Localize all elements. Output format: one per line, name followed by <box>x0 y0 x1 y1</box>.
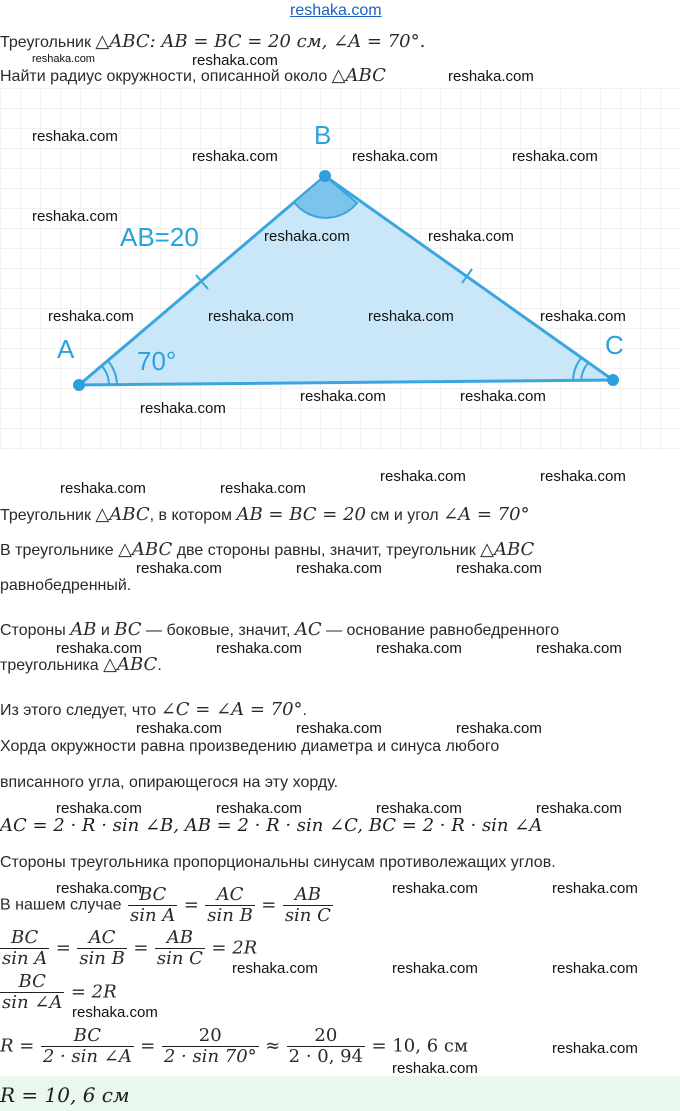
numerator-ac: AC <box>205 885 255 906</box>
problem-question: Найти радиус окружности, описанной около <box>0 68 332 85</box>
watermark: reshaka.com <box>32 208 118 225</box>
equals-sign-5: = <box>140 1035 156 1057</box>
s1-triangle: △ABC <box>95 504 150 525</box>
watermark: reshaka.com <box>192 148 278 165</box>
denominator-sinc-2: sin C <box>156 948 203 969</box>
fraction-ab-sinc <box>283 885 333 926</box>
r-den-2: 2 · sin 70° <box>163 1046 257 1067</box>
s4-text: Стороны <box>0 622 71 639</box>
watermark: reshaka.com <box>376 800 462 817</box>
watermark: reshaka.com <box>56 880 142 897</box>
s4-text-2: — боковые, значит, <box>141 622 295 639</box>
point-a <box>73 379 85 391</box>
solution-line-6 <box>0 700 307 721</box>
equals-sign-4: = <box>133 937 149 959</box>
problem-text: Треугольник <box>0 34 96 51</box>
watermark: reshaka.com <box>552 880 638 897</box>
watermark: reshaka.com <box>32 53 95 65</box>
watermark: reshaka.com <box>552 960 638 977</box>
problem-triangle: △ABC <box>95 31 150 52</box>
s1-text-3: см и угол <box>365 507 444 524</box>
site-link[interactable]: reshaka.com <box>290 2 382 19</box>
fraction-ac-sinb-2 <box>77 928 127 969</box>
s1-equality: AB = BC = 20 <box>236 504 366 525</box>
watermark: reshaka.com <box>56 800 142 817</box>
fraction-bc-sina-2 <box>0 928 49 969</box>
denominator-sina: sin A <box>129 905 176 926</box>
numerator-bc-2: BC <box>0 928 49 949</box>
watermark: reshaka.com <box>32 128 118 145</box>
fraction-20-2sin70 <box>162 1026 259 1067</box>
numerator-ab: AB <box>283 885 333 906</box>
equals-2r: = 2R <box>211 937 258 959</box>
watermark: reshaka.com <box>392 1060 478 1077</box>
s1-text-2: , в котором <box>149 507 237 524</box>
answer-text: R = 10, 6 см <box>0 1083 130 1107</box>
numerator-bc-3: BC <box>0 972 64 993</box>
r-num-2: 20 <box>162 1026 259 1047</box>
watermark: reshaka.com <box>216 640 302 657</box>
watermark: reshaka.com <box>460 388 546 405</box>
denominator-sinb-2: sin B <box>79 948 125 969</box>
equals-sign: = <box>183 894 199 916</box>
r-den-3: 2 · 0, 94 <box>288 1046 364 1067</box>
watermark: reshaka.com <box>428 228 514 245</box>
watermark: reshaka.com <box>232 960 318 977</box>
problem-condition: : AB = BC = 20 см, ∠A = 70°. <box>149 31 426 52</box>
problem-line-1 <box>0 32 425 53</box>
s5-dot: . <box>157 657 162 674</box>
watermark: reshaka.com <box>456 560 542 577</box>
r-num-1: BC <box>41 1026 134 1047</box>
fraction-ab-sinc-2 <box>155 928 205 969</box>
watermark: reshaka.com <box>136 560 222 577</box>
solution-line-3: равнобедренный. <box>0 577 132 594</box>
watermark: reshaka.com <box>536 800 622 817</box>
watermark: reshaka.com <box>536 640 622 657</box>
solution-line-7: Хорда окружности равна произведению диаметра и синуса любого <box>0 738 500 755</box>
solution-line-2 <box>0 540 534 561</box>
s11-text: В нашем случае <box>0 896 126 914</box>
watermark: reshaka.com <box>456 720 542 737</box>
watermark: reshaka.com <box>448 68 534 85</box>
sine-law-line <box>0 885 335 926</box>
r-den-1: 2 · sin ∠A <box>42 1046 132 1067</box>
approx-sign: ≈ <box>265 1035 281 1057</box>
watermark: reshaka.com <box>368 308 454 325</box>
solution-line-1 <box>0 505 530 526</box>
watermark: reshaka.com <box>380 468 466 485</box>
point-c <box>607 374 619 386</box>
fraction-20-2x094 <box>287 1026 365 1067</box>
problem-line-2 <box>0 66 386 87</box>
watermark: reshaka.com <box>48 308 134 325</box>
r-num-3: 20 <box>287 1026 365 1047</box>
s4-text-3: — основание равнобедренного <box>321 622 560 639</box>
watermark: reshaka.com <box>392 880 478 897</box>
solution-line-5 <box>0 655 162 676</box>
watermark: reshaka.com <box>72 1004 158 1021</box>
watermark: reshaka.com <box>56 640 142 657</box>
label-c: C <box>605 330 624 360</box>
numerator-ac-2: AC <box>77 928 127 949</box>
watermark: reshaka.com <box>540 308 626 325</box>
label-ab-length: AB=20 <box>120 222 199 252</box>
watermark: reshaka.com <box>552 1040 638 1057</box>
watermark: reshaka.com <box>192 52 278 69</box>
problem-question-triangle: △ABC <box>331 65 386 86</box>
point-b <box>319 170 331 182</box>
watermark: reshaka.com <box>136 720 222 737</box>
s1-text: Треугольник <box>0 507 96 524</box>
s2-triangle: △ABC <box>118 539 173 560</box>
watermark: reshaka.com <box>60 480 146 497</box>
watermark: reshaka.com <box>296 560 382 577</box>
watermark: reshaka.com <box>208 308 294 325</box>
denominator-sina-2: sin A <box>2 948 48 969</box>
watermark: reshaka.com <box>220 480 306 497</box>
s1-angle: ∠A = 70° <box>443 504 530 525</box>
equals-sign-3: = <box>55 937 71 959</box>
fraction-ac-sinb <box>205 885 255 926</box>
watermark: reshaka.com <box>540 468 626 485</box>
s2-text-2: две стороны равны, значит, треугольник <box>172 542 481 559</box>
denominator-sinb: sin B <box>207 905 253 926</box>
s6-dot: . <box>302 702 307 719</box>
s5-text: треугольника <box>0 657 104 674</box>
watermark: reshaka.com <box>264 228 350 245</box>
label-b: B <box>314 120 332 150</box>
chord-formulas: AC = 2 · R · sin ∠B, AB = 2 · R · sin ∠C, BC = 2 · R · sin ∠A <box>0 815 543 836</box>
s4-and: и <box>96 622 115 639</box>
equals-2r-2: = 2R <box>70 981 117 1003</box>
solution-line-10: Стороны треугольника пропорциональны синусам противолежащих углов. <box>0 854 556 871</box>
watermark: reshaka.com <box>376 640 462 657</box>
label-angle-a: 70° <box>137 346 177 376</box>
s2-triangle-2: △ABC <box>480 539 535 560</box>
sine-law-2r-line <box>0 928 257 969</box>
numerator-bc: BC <box>128 885 177 906</box>
s4-ab: AB <box>70 619 97 640</box>
equals-sign-2: = <box>261 894 277 916</box>
s4-ac: AC <box>294 619 322 640</box>
s6-text: Из этого следует, что <box>0 702 161 719</box>
s5-triangle: △ABC <box>103 654 158 675</box>
fraction-bc-sinanglea <box>0 972 64 1013</box>
watermark: reshaka.com <box>512 148 598 165</box>
r-equals: R = <box>0 1035 35 1057</box>
s6-angles: ∠C = ∠A = 70° <box>160 699 303 720</box>
denominator-sinanglea: sin ∠A <box>2 992 63 1013</box>
watermark: reshaka.com <box>352 148 438 165</box>
label-a: A <box>57 334 75 364</box>
watermark: reshaka.com <box>216 800 302 817</box>
solution-line-4 <box>0 620 559 641</box>
numerator-ab-2: AB <box>155 928 205 949</box>
r-result: = 10, 6 см <box>371 1035 468 1057</box>
watermark: reshaka.com <box>392 960 478 977</box>
s2-text: В треугольнике <box>0 542 119 559</box>
watermark: reshaka.com <box>140 400 226 417</box>
fraction-bc-2sina <box>41 1026 134 1067</box>
watermark: reshaka.com <box>296 720 382 737</box>
s4-bc: BC <box>114 619 142 640</box>
watermark: reshaka.com <box>300 388 386 405</box>
denominator-sinc: sin C <box>284 905 331 926</box>
solution-line-8: вписанного угла, опирающегося на эту хорду. <box>0 774 339 791</box>
